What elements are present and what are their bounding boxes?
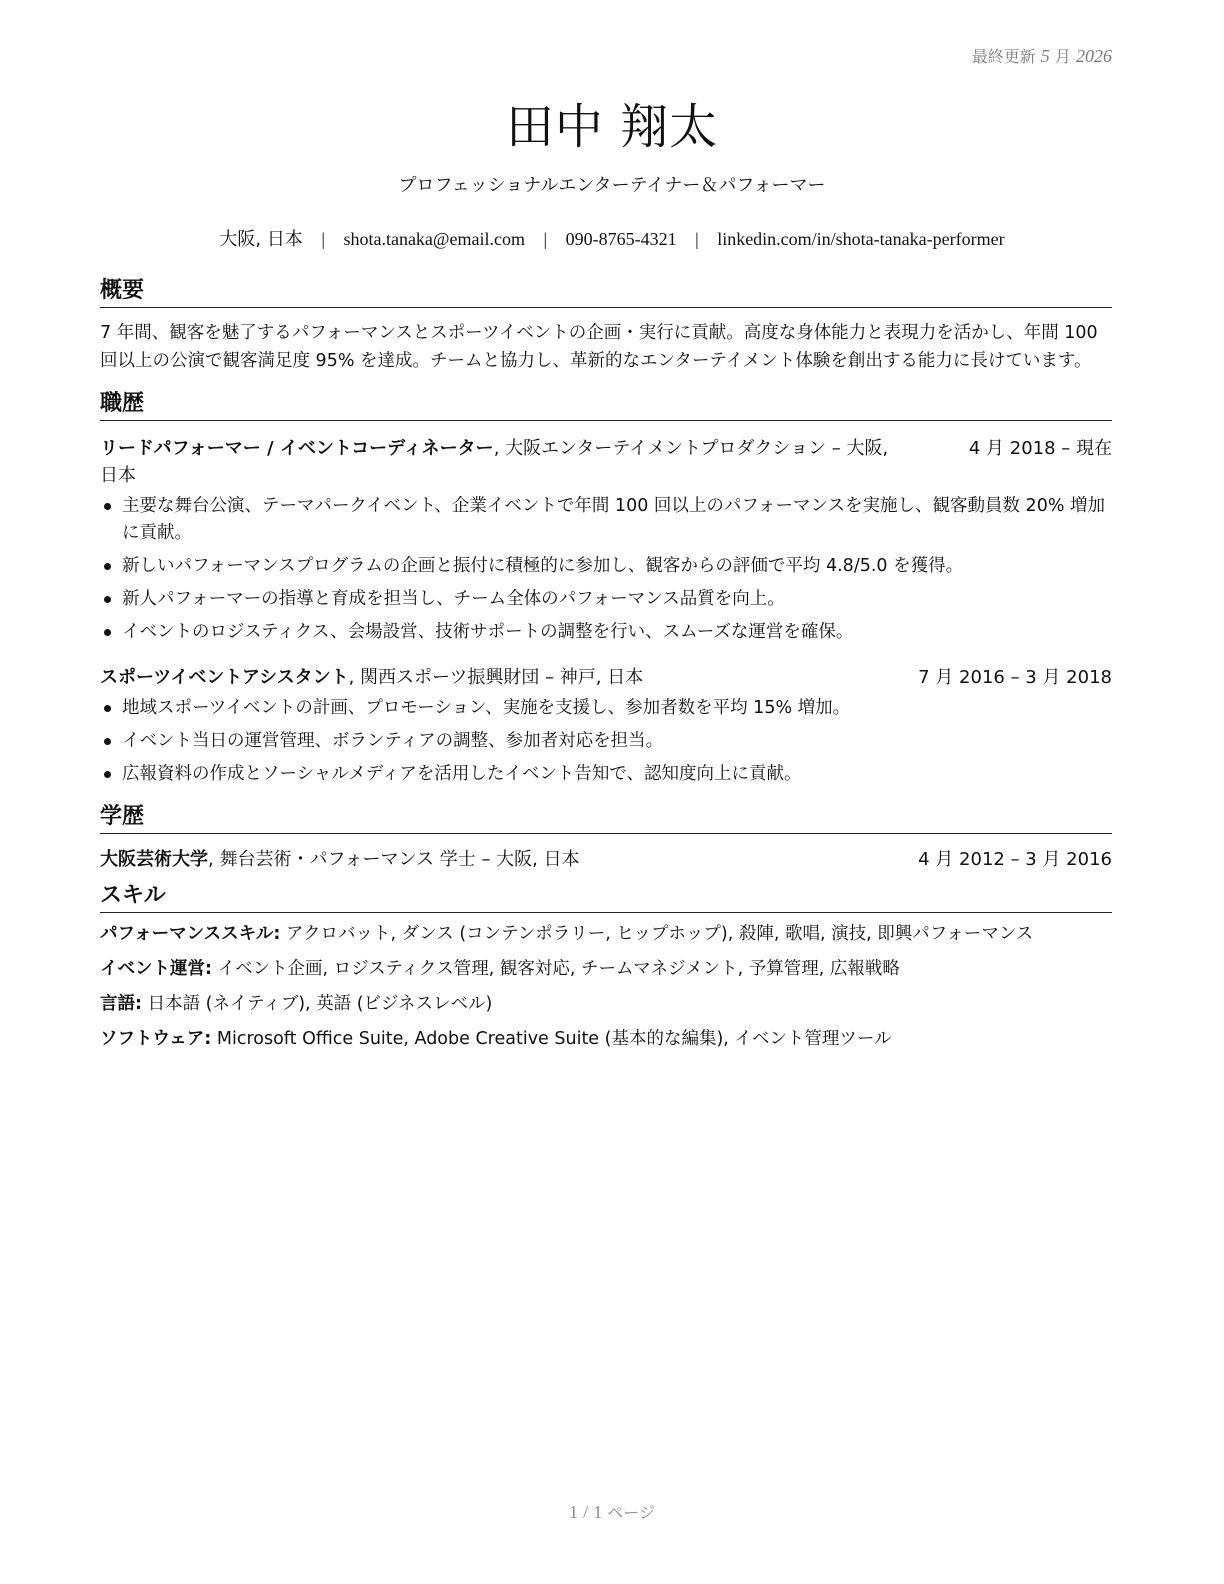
page-total: 1 (593, 1502, 603, 1522)
skill-row (100, 991, 1112, 1018)
skill-value: イベント企画, ロジスティクス管理, 観客対応, チームマネジメント, 予算管理, 広報戦略 (212, 959, 900, 979)
contact-separator: | (321, 229, 325, 249)
page-unit: ページ (607, 1503, 655, 1522)
education-school: 大阪芸術大学 (100, 849, 208, 870)
skill-label: パフォーマンススキル: (100, 924, 281, 944)
bullet-item: イベントのロジスティクス、会場設営、技術サポートの調整を行い、スムーズな運営を確保。 (100, 619, 1112, 646)
summary-text: 7 年間、観客を魅了するパフォーマンスとスポーツイベントの企画・実行に貢献。高度な身体能力と表現力を活かし、年間 100 回以上の公演で観客満足度 95% を達成。チームと協力し、革新的なエンターテイメント体験を創出する能力に長けています。 (100, 323, 1098, 371)
bullet-item: 主要な舞台公演、テーマパークイベント、企業イベントで年間 100 回以上のパフォーマンスを実施し、観客動員数 20% 増加に貢献。 (100, 493, 1112, 547)
contact-email[interactable]: shota.tanaka@email.com (343, 229, 525, 249)
skill-row (100, 956, 1112, 983)
candidate-name: 田中 翔太 (505, 99, 719, 155)
experience-heading: 職歴 (100, 389, 1112, 421)
skill-label: ソフトウェア: (100, 1029, 212, 1049)
skill-row (100, 921, 1112, 948)
updated-month: 5 (1040, 46, 1050, 66)
skill-row (100, 1026, 1112, 1053)
candidate-tagline: プロフェッショナルエンターテイナー＆パフォーマー (398, 175, 826, 196)
page-separator: / (583, 1502, 589, 1522)
skills-heading: スキル (100, 881, 1112, 913)
education-detail: , 舞台芸術・パフォーマンス 学士 – 大阪, 日本 (208, 849, 580, 870)
skill-value: 日本語 (ネイティブ), 英語 (ビジネスレベル) (142, 994, 493, 1014)
job-bullets (100, 695, 1112, 788)
education-heading: 学歴 (100, 802, 1112, 834)
contact-phone[interactable]: 090-8765-4321 (565, 229, 677, 249)
job-entry (100, 435, 1112, 646)
updated-prefix: 最終更新 (971, 47, 1036, 66)
skill-label: イベント運営: (100, 959, 212, 979)
page-number (0, 1500, 1224, 1523)
contact-separator: | (543, 229, 548, 249)
bullet-item: 新しいパフォーマンスプログラムの企画と振付に積極的に参加し、観客からの評価で平均 4.8/5.0 を獲得。 (100, 553, 1112, 580)
contact-line (0, 225, 1224, 251)
skill-value: アクロバット, ダンス (コンテンポラリー, ヒップホップ), 殺陣, 歌唱, 演技, 即興パフォーマンス (280, 924, 1034, 944)
job-title: スポーツイベントアシスタント (100, 667, 349, 688)
contact-location: 大阪, 日本 (219, 229, 303, 250)
bullet-item: 新人パフォーマーの指導と育成を担当し、チーム全体のパフォーマンス品質を向上。 (100, 586, 1112, 613)
job-org: , 関西スポーツ振興財団 – 神戸, 日本 (348, 667, 644, 688)
job-date: 7 月 2016 – 3 月 2018 (918, 667, 1112, 688)
last-updated (972, 44, 1112, 67)
resume-body (100, 276, 1112, 1053)
skill-label: 言語: (100, 994, 142, 1014)
job-entry (100, 664, 1112, 788)
job-date: 4 月 2018 – 現在 (968, 438, 1112, 459)
education-entry (100, 846, 1112, 873)
contact-separator: | (695, 229, 699, 249)
job-bullets (100, 493, 1112, 646)
page-current: 1 (569, 1502, 578, 1522)
job-org: , 大阪エンターテイメントプロダクション – 大阪, 日本 (100, 438, 889, 486)
job-title: リードパフォーマー / イベントコーディネーター (100, 438, 494, 459)
education-date: 4 月 2012 – 3 月 2016 (918, 849, 1112, 870)
skill-value: Microsoft Office Suite, Adobe Creative Suite (基本的な編集), イベント管理ツール (211, 1029, 892, 1049)
updated-year: 2026 (1076, 46, 1112, 66)
bullet-item: イベント当日の運営管理、ボランティアの調整、参加者対応を担当。 (100, 728, 1112, 755)
bullet-item: 地域スポーツイベントの計画、プロモーション、実施を支援し、参加者数を平均 15% 増加。 (100, 695, 1112, 722)
bullet-item: 広報資料の作成とソーシャルメディアを活用したイベント告知で、認知度向上に貢献。 (100, 761, 1112, 788)
summary-heading: 概要 (100, 276, 1112, 308)
updated-month-unit: 月 (1054, 47, 1071, 66)
contact-linkedin[interactable]: linkedin.com/in/shota-tanaka-performer (717, 229, 1005, 249)
